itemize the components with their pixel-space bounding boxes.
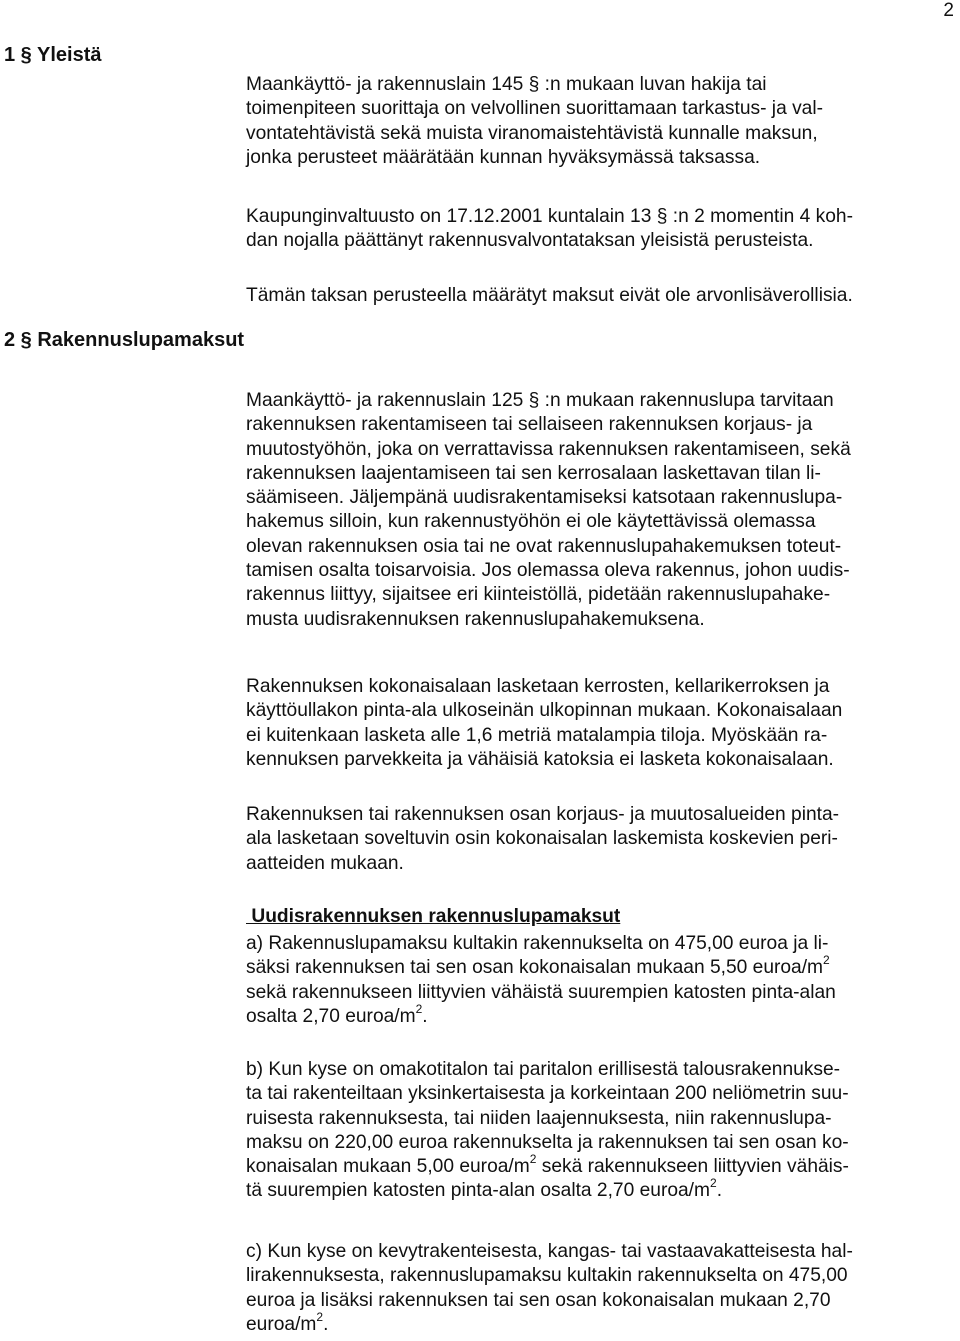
section-1-paragraph-1: Maankäyttö- ja rakennuslain 145 § :n mukaan luvan hakija tai toimenpiteen suorittaja on velvollinen suorittamaan tarkastus- ja val- vontatehtävistä sekä muista viranomaistehtävistä kunnalle maksun, jonka perusteet määrätään kunnan hyväksymässä taksassa. — [246, 74, 823, 168]
fee-item-b: b) Kun kyse on omakotitalon tai paritalon erillisestä talousrakennukse- ta tai rakenteiltaan yksinkertaisesta ja korkeintaan 200 neliömetrin suu- ruisesta rakennuksesta, tai niiden laajennuksesta, niin rakennuslupa- maksu on 220,00 euroa rakennukselta ja rakennuksen tai sen osan ko- konaisalan mukaan 5,00 euroa/$m^2$ sekä rakennukseen liittyvien vähäis- tä suurempien katosten pinta-alan osalta 2,70 euroa/$m^2$. — [246, 1059, 849, 1202]
new-building-fees-subheading: Uudisrakennuksen rakennuslupamaksut — [246, 906, 621, 927]
fee-item-c: c) Kun kyse on kevytrakenteisesta, kangas- tai vastaavakatteisesta hal- lirakennuksesta, rakennuslupamaksu kultakin rakennukselta on 475,00 euroa ja lisäksi rakennuksen tai sen osan kokonaisalan mukaan 2,70 euroa/$m^2$. — [246, 1241, 853, 1335]
page-number: 2 — [943, 0, 954, 21]
section-2-paragraph-2: Rakennuksen kokonaisalaan lasketaan kerrosten, kellarikerroksen ja käyttöullakon pinta-ala ulkoseinän ulkopinnan mukaan. Kokonaisalaan ei kuitenkaan lasketa alle 1,6 metriä matalampia tiloja. Myöskään ra- kennuksen parvekkeita ja vähäisiä katoksia ei lasketa kokonaisalaan. — [246, 676, 843, 770]
section-2-paragraph-3: Rakennuksen tai rakennuksen osan korjaus- ja muutosalueiden pinta- ala lasketaan soveltuvin osin kokonaisalan laskemista koskevien peri- aatteiden mukaan. — [246, 804, 840, 874]
section-1-paragraph-2: Kaupunginvaltuusto on 17.12.2001 kuntalain 13 § :n 2 momentin 4 koh- dan nojalla päättänyt rakennusvalvontataksan yleisistä perusteista. — [246, 206, 853, 252]
section-2-heading: 2 § Rakennuslupamaksut — [4, 329, 245, 351]
section-1-heading: 1 § Yleistä — [4, 44, 102, 66]
section-1-paragraph-3: Tämän taksan perusteella määrätyt maksut eivät ole arvonlisäverollisia. — [246, 285, 853, 306]
section-2-paragraph-1: Maankäyttö- ja rakennuslain 125 § :n mukaan rakennuslupa tarvitaan rakennuksen rakentamiseen tai sellaiseen rakennuksen korjaus- ja muutostyöhön, joka on verrattavissa rakennuksen rakentamiseen, sekä rakennuksen laajentamiseen tai sen kerrosalaan laskettavan tilan li- säämiseen. Jäljempänä uudisrakentamiseksi katsotaan rakennuslupa- hakemus silloin, kun rakennustyöhön ei ole käytettävissä olemassa olevan rakennuksen osia tai ne ovat rakennuslupahakemuksen toteut- tamisen osalta toisarvoisia. Jos olemassa oleva rakennus, johon uudis- rakennus liittyy, sijaitsee eri kiinteistöllä, pidetään rakennuslupahake- musta uudisrakennuksen rakennuslupahakemuksena. — [246, 390, 851, 630]
fee-item-a: a) Rakennuslupamaksu kultakin rakennukselta on 475,00 euroa ja li- säksi rakennuksen tai sen osan kokonaisalan mukaan 5,50 euroa/$m^2$ sekä rakennukseen liittyvien vähäistä suurempien katosten pinta-alan osalta 2,70 euroa/$m^2$. — [246, 933, 836, 1027]
